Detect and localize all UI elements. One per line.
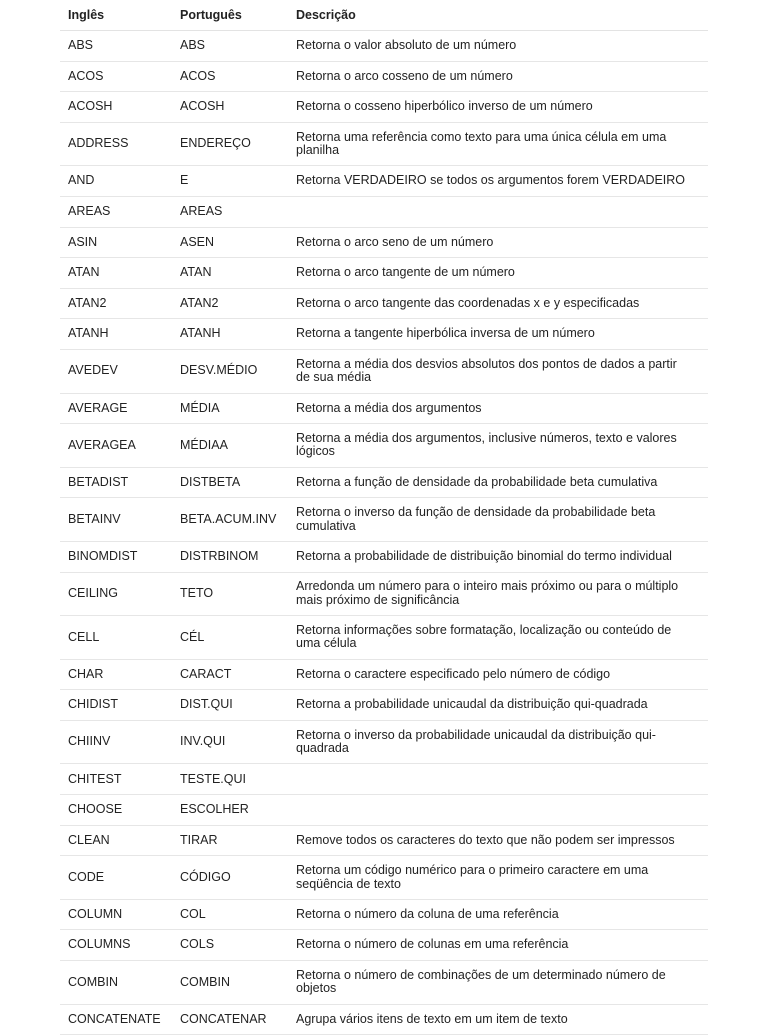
header-english: Inglês (60, 0, 172, 31)
cell-portuguese: MÉDIAA (172, 424, 288, 468)
cell-description: Arredonda um número para o inteiro mais próximo ou para o múltiplo mais próximo de significância (288, 572, 708, 616)
cell-english: CHIINV (60, 720, 172, 764)
cell-description: Retorna a média dos argumentos, inclusive números, texto e valores lógicos (288, 424, 708, 468)
cell-portuguese: DISTRBINOM (172, 541, 288, 572)
cell-description: Retorna a média dos desvios absolutos dos pontos de dados a partir de sua média (288, 349, 708, 393)
table-row (60, 961, 708, 1005)
cell-description: Retorna o cosseno hiperbólico inverso de um número (288, 92, 708, 123)
table-row (60, 288, 708, 319)
cell-portuguese: ATAN2 (172, 288, 288, 319)
cell-description: Retorna o inverso da função de densidade da probabilidade beta cumulativa (288, 498, 708, 542)
cell-portuguese: COL (172, 899, 288, 930)
cell-portuguese: ACOSH (172, 92, 288, 123)
cell-english: COMBIN (60, 961, 172, 1005)
cell-portuguese: INV.QUI (172, 720, 288, 764)
cell-english: CONCATENATE (60, 1004, 172, 1035)
table-header-row (60, 0, 708, 31)
cell-portuguese: COMBIN (172, 961, 288, 1005)
cell-english: AVEDEV (60, 349, 172, 393)
cell-english: CEILING (60, 572, 172, 616)
cell-portuguese: TIRAR (172, 825, 288, 856)
table-row (60, 572, 708, 616)
cell-description: Retorna o número da coluna de uma referência (288, 899, 708, 930)
function-table-container (60, 0, 708, 1035)
cell-english: ASIN (60, 227, 172, 258)
cell-description: Retorna o inverso da probabilidade unicaudal da distribuição qui-quadrada (288, 720, 708, 764)
table-row (60, 825, 708, 856)
cell-portuguese: BETA.ACUM.INV (172, 498, 288, 542)
cell-portuguese: MÉDIA (172, 393, 288, 424)
table-row (60, 227, 708, 258)
table-row (60, 1004, 708, 1035)
cell-english: CELL (60, 616, 172, 660)
cell-portuguese: ATAN (172, 258, 288, 289)
cell-description: Retorna a média dos argumentos (288, 393, 708, 424)
cell-english: ATAN (60, 258, 172, 289)
cell-english: AREAS (60, 196, 172, 227)
cell-english: BETAINV (60, 498, 172, 542)
cell-english: CHIDIST (60, 690, 172, 721)
cell-english: AVERAGEA (60, 424, 172, 468)
cell-portuguese: COLS (172, 930, 288, 961)
table-row (60, 166, 708, 197)
table-row (60, 541, 708, 572)
cell-description: Retorna a probabilidade de distribuição binomial do termo individual (288, 541, 708, 572)
table-row (60, 196, 708, 227)
cell-portuguese: ATANH (172, 319, 288, 350)
cell-portuguese: ACOS (172, 61, 288, 92)
table-row (60, 795, 708, 826)
table-row (60, 659, 708, 690)
table-row (60, 393, 708, 424)
cell-description: Remove todos os caracteres do texto que não podem ser impressos (288, 825, 708, 856)
cell-english: ACOSH (60, 92, 172, 123)
cell-description: Retorna o arco tangente de um número (288, 258, 708, 289)
cell-portuguese: ENDEREÇO (172, 122, 288, 166)
cell-portuguese: TETO (172, 572, 288, 616)
table-row (60, 764, 708, 795)
table-row (60, 31, 708, 62)
cell-portuguese: TESTE.QUI (172, 764, 288, 795)
cell-english: CHOOSE (60, 795, 172, 826)
table-row (60, 498, 708, 542)
cell-english: CHAR (60, 659, 172, 690)
cell-english: CLEAN (60, 825, 172, 856)
table-row (60, 319, 708, 350)
cell-english: AND (60, 166, 172, 197)
cell-english: ADDRESS (60, 122, 172, 166)
cell-description: Retorna um código numérico para o primeiro caractere em uma seqüência de texto (288, 856, 708, 900)
table-row (60, 424, 708, 468)
cell-portuguese: DISTBETA (172, 467, 288, 498)
cell-description: Retorna o valor absoluto de um número (288, 31, 708, 62)
header-portuguese: Português (172, 0, 288, 31)
cell-description: Retorna informações sobre formatação, localização ou conteúdo de uma célula (288, 616, 708, 660)
cell-description: Retorna o arco seno de um número (288, 227, 708, 258)
table-row (60, 467, 708, 498)
cell-description: Retorna a probabilidade unicaudal da distribuição qui-quadrada (288, 690, 708, 721)
table-row (60, 690, 708, 721)
cell-description (288, 196, 708, 227)
cell-description: Retorna a função de densidade da probabilidade beta cumulativa (288, 467, 708, 498)
table-row (60, 899, 708, 930)
cell-english: AVERAGE (60, 393, 172, 424)
cell-english: CODE (60, 856, 172, 900)
cell-english: BINOMDIST (60, 541, 172, 572)
cell-description: Retorna uma referência como texto para uma única célula em uma planilha (288, 122, 708, 166)
cell-description: Retorna o arco cosseno de um número (288, 61, 708, 92)
cell-portuguese: CARACT (172, 659, 288, 690)
cell-description: Retorna o número de colunas em uma referência (288, 930, 708, 961)
cell-description (288, 795, 708, 826)
cell-portuguese: DESV.MÉDIO (172, 349, 288, 393)
cell-description: Retorna o número de combinações de um determinado número de objetos (288, 961, 708, 1005)
cell-description: Retorna o caractere especificado pelo número de código (288, 659, 708, 690)
cell-english: CHITEST (60, 764, 172, 795)
cell-portuguese: ESCOLHER (172, 795, 288, 826)
cell-english: COLUMNS (60, 930, 172, 961)
cell-description: Retorna a tangente hiperbólica inversa de um número (288, 319, 708, 350)
cell-description: Retorna o arco tangente das coordenadas x e y especificadas (288, 288, 708, 319)
table-row (60, 930, 708, 961)
cell-english: COLUMN (60, 899, 172, 930)
table-row (60, 349, 708, 393)
cell-english: BETADIST (60, 467, 172, 498)
table-row (60, 92, 708, 123)
cell-english: ATANH (60, 319, 172, 350)
cell-portuguese: CONCATENAR (172, 1004, 288, 1035)
cell-description (288, 764, 708, 795)
cell-portuguese: AREAS (172, 196, 288, 227)
table-row (60, 616, 708, 660)
table-row (60, 720, 708, 764)
cell-description: Retorna VERDADEIRO se todos os argumentos forem VERDADEIRO (288, 166, 708, 197)
function-translation-table (60, 0, 708, 1035)
table-row (60, 122, 708, 166)
table-row (60, 61, 708, 92)
cell-english: ACOS (60, 61, 172, 92)
cell-portuguese: DIST.QUI (172, 690, 288, 721)
cell-portuguese: ASEN (172, 227, 288, 258)
table-row (60, 856, 708, 900)
cell-portuguese: CÉL (172, 616, 288, 660)
cell-description: Agrupa vários itens de texto em um item de texto (288, 1004, 708, 1035)
cell-english: ATAN2 (60, 288, 172, 319)
header-description: Descrição (288, 0, 708, 31)
table-row (60, 258, 708, 289)
cell-portuguese: E (172, 166, 288, 197)
cell-portuguese: CÓDIGO (172, 856, 288, 900)
cell-portuguese: ABS (172, 31, 288, 62)
cell-english: ABS (60, 31, 172, 62)
